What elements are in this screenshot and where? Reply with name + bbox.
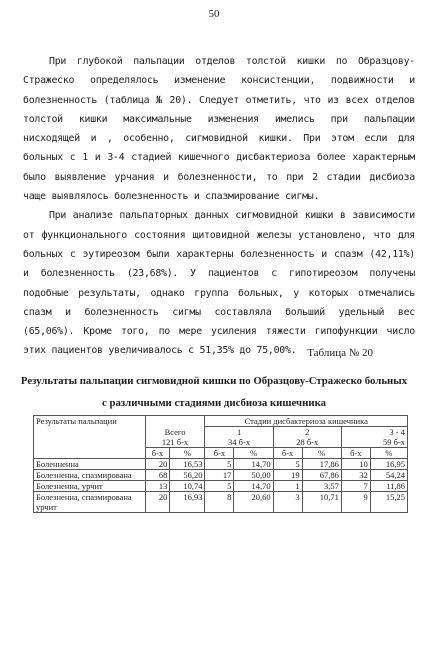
table-title	[12, 370, 416, 414]
header-cell: Результаты пальпации	[34, 416, 146, 459]
header-cell	[145, 427, 205, 448]
count-cell: 3	[273, 492, 302, 513]
paragraph-2: При анализе пальпаторных данных сигмовидной кишки в зависимости от функционального состояния щитовидной железы установлено, что для больных с эутиреозом были характерны болезненность и спазм (42,11%) и болезненность (23,68%). У пациентов с гипотиреозом получены подобные результаты, однако группа больных, у которых отмечались спазм и болезненность сигмы составляла больший удельный вес (65,06%). Кроме того, по мере усиления тяжести гипофункции число этих пациентов увеличивалось с 51,35% до 75,00%.	[23, 210, 415, 357]
table-row	[34, 470, 408, 481]
header-cell	[273, 427, 341, 448]
percent-cell: 3,57	[302, 481, 341, 492]
percent-cell: 16,95	[370, 459, 407, 470]
table-row	[34, 492, 408, 513]
count-cell: 10	[341, 459, 370, 470]
group-count: 28 б-х	[296, 437, 319, 447]
percent-cell: 10,71	[302, 492, 341, 513]
count-cell: 1	[273, 481, 302, 492]
table-title-line-1: Результаты пальпации сигмовидной кишки по Образцову-Стражеско больных	[20, 375, 408, 387]
header-cell	[205, 427, 273, 448]
count-cell: 7	[341, 481, 370, 492]
count-cell: 20	[145, 492, 170, 513]
count-cell: 68	[145, 470, 170, 481]
percent-cell: 67,86	[302, 470, 341, 481]
table-label: Таблица № 20	[307, 347, 373, 359]
count-cell: 13	[145, 481, 170, 492]
count-cell: 20	[145, 459, 170, 470]
percent-cell: 56,20	[170, 470, 205, 481]
percent-cell: 16,93	[170, 492, 205, 513]
subheader-count: б-х	[341, 448, 370, 459]
body-text	[23, 52, 415, 361]
row-label: Болезненна, спазмирована урчит	[34, 492, 146, 513]
page-number: 50	[208, 8, 220, 20]
row-label: Болезненна, спазмирована	[34, 470, 146, 481]
group-label: 2	[305, 427, 310, 437]
count-cell: 5	[205, 459, 234, 470]
count-cell: 19	[273, 470, 302, 481]
count-cell: 17	[205, 470, 234, 481]
subheader-count: б-х	[205, 448, 234, 459]
table-row	[34, 459, 408, 470]
subheader-count: б-х	[145, 448, 170, 459]
count-cell: 8	[205, 492, 234, 513]
group-count: 34 б-х	[228, 437, 251, 447]
results-table	[33, 415, 408, 513]
group-label: 3 - 4	[389, 427, 405, 437]
group-count: 121 б-х	[161, 436, 189, 447]
subheader-percent: %	[370, 448, 407, 459]
paragraph-1: При глубокой пальпации отделов толстой кишки по Образцову-Стражеско определялось изменение консистенции, подвижности и болезненность (таблица № 20). Следует отметить, что из всех отделов толстой кишки максимальные изменения имелись при пальпации нисходящей и , особенно, сигмовидной кишки. При этом если для больных с 1 и 3-4 стадией кишечного дисбактериоза более характерным было выявление урчания и болезненности, то при 2 стадии дисбиоза чаще выявлялось болезненность и спазмирование сигмы.	[23, 56, 415, 203]
count-cell: 5	[273, 459, 302, 470]
group-count: 59 б-х	[382, 437, 405, 447]
count-cell: 5	[205, 481, 234, 492]
subheader-percent: %	[234, 448, 273, 459]
table-title-line-2: с различными стадиями дисбиоза кишечника	[101, 397, 327, 409]
percent-cell: 50,00	[234, 470, 273, 481]
percent-cell: 11,86	[370, 481, 407, 492]
subheader-percent: %	[170, 448, 205, 459]
group-label: Всего	[164, 426, 186, 437]
percent-cell: 17,86	[302, 459, 341, 470]
percent-cell: 20,60	[234, 492, 273, 513]
percent-cell: 15,25	[370, 492, 407, 513]
count-cell: 32	[341, 470, 370, 481]
header-cell: Стадии дисбактериоза кишечника	[205, 416, 408, 427]
count-cell: 9	[341, 492, 370, 513]
header-cell	[341, 427, 407, 448]
percent-cell: 14,70	[234, 481, 273, 492]
percent-cell: 10,74	[170, 481, 205, 492]
row-label: Болезненна, урчит	[34, 481, 146, 492]
percent-cell: 14,70	[234, 459, 273, 470]
header-row-1	[34, 416, 408, 427]
subheader-count: б-х	[273, 448, 302, 459]
subheader-percent: %	[302, 448, 341, 459]
table-row	[34, 481, 408, 492]
percent-cell: 16,53	[170, 459, 205, 470]
percent-cell: 54,24	[370, 470, 407, 481]
row-label: Боленненна	[34, 459, 146, 470]
group-label: 1	[236, 427, 242, 437]
